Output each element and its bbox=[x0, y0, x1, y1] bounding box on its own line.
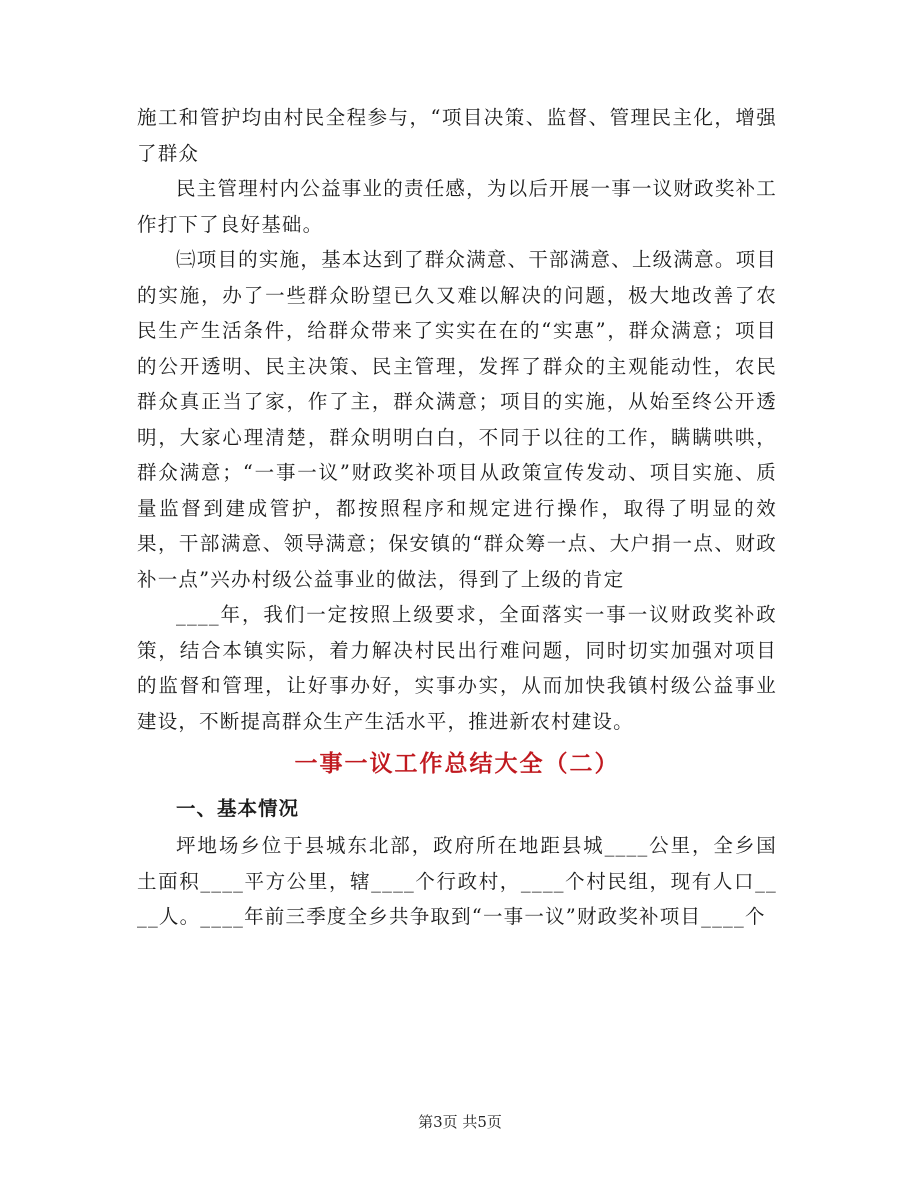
page-number-footer: 第3页 共5页 bbox=[418, 1113, 502, 1131]
document-title: 一事一议工作总结大全（二） bbox=[294, 751, 620, 777]
paragraph-3: ㈢项目的实施，基本达到了群众满意、干部满意、上级满意。项目的实施，办了一些群众盼望已久又难以解决的问题，极大地改善了农民生产生活条件，给群众带来了实实在在的“实惠”，群众满意；项目的公开透明、民主决策、民主管理，发挥了群众的主观能动性，农民群众真正当了家，作了主，群众满意；项目的实施，从始至终公开透明，大家心理清楚，群众明明白白，不同于以往的工作，瞒瞒哄哄，群众满意；“一事一议”财政奖补项目从政策宣传发动、项目实施、质量监督到建成管护，都按照程序和规定进行操作，取得了明显的效果，干部满意、领导满意；保安镇的“群众筹一点、大户捐一点、财政补一点”兴办村级公益事业的做法，得到了上级的肯定 bbox=[137, 248, 777, 591]
paragraph-2: 民主管理村内公益事业的责任感，为以后开展一事一议财政奖补工作打下了良好基础。 bbox=[137, 177, 777, 236]
section-heading: 一、基本情况 bbox=[176, 797, 300, 820]
document-body bbox=[137, 100, 777, 935]
paragraph-4: ____年，我们一定按照上级要求，全面落实一事一议财政奖补政策，结合本镇实际，着力解决村民出行难问题，同时切实加强对项目的监督和管理，让好事办好，实事办实，从而加快我镇村级公益事业建设，不断提高群众生产生活水平，推进新农村建设。 bbox=[137, 603, 777, 733]
paragraph-1: 施工和管护均由村民全程参与，“项目决策、监督、管理民主化，增强了群众 bbox=[137, 106, 777, 165]
paragraph-5: 坪地场乡位于县城东北部，政府所在地距县城____公里，全乡国土面积____平方公里，辖____个行政村，____个村民组，现有人口____人。____年前三季度全乡共争取到“一事一议”财政奖补项目____个 bbox=[137, 834, 777, 928]
